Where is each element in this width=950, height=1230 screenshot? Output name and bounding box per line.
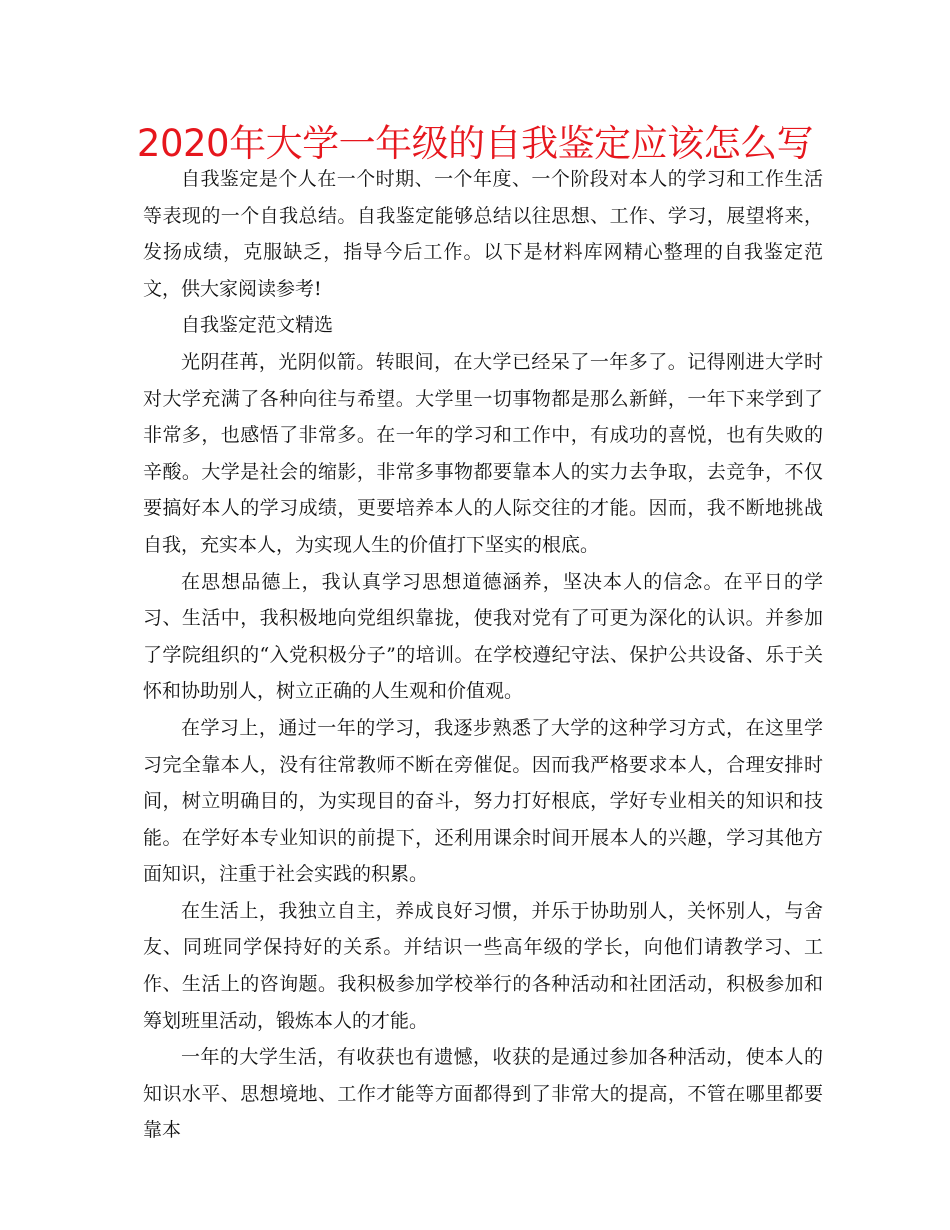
paragraph-ideology: 在思想品德上，我认真学习思想道德涵养，坚决本人的信念。在平日的学习、生活中，我积极地向党组织靠拢，使我对党有了可更为深化的认识。并参加了学院组织的“入党积极分子”的培训。在学校遵纪守法、保护公共设备、乐于关怀和协助别人，树立正确的人生观和价值观。 <box>143 570 823 703</box>
paragraph-section-heading: 自我鉴定范文精选 <box>181 314 334 337</box>
paragraph-study: 在学习上，通过一年的学习，我逐步熟悉了大学的这种学习方式，在这里学习完全靠本人，没有往常教师不断在旁催促。因而我严格要求本人，合理安排时间，树立明确目的，为实现目的奋斗，努力打好根底，学好专业相关的知识和技能。在学好本专业知识的前提下，还利用课余时间开展本人的兴趣，学习其他方面知识，注重于社会实践的积累。 <box>143 716 823 886</box>
paragraph-intro: 自我鉴定是个人在一个时期、一个年度、一个阶段对本人的学习和工作生活等表现的一个自我总结。自我鉴定能够总结以往思想、工作、学习，展望将来，发扬成绩，克服缺乏，指导今后工作。以下是材料库网精心整理的自我鉴定范文，供大家阅读参考! <box>143 168 823 300</box>
paragraph-life: 在生活上，我独立自主，养成良好习惯，并乐于协助别人，关怀别人，与舍友、同班同学保持好的关系。并结识一些高年级的学长，向他们请教学习、工作、生活上的咨询题。我积极参加学校举行的各种活动和社团活动，积极参加和筹划班里活动，锻炼本人的才能。 <box>143 899 823 1032</box>
paragraph-summary: 一年的大学生活，有收获也有遗憾，收获的是通过参加各种活动，使本人的知识水平、思想境地、工作才能等方面都得到了非常大的提高，不管在哪里都要靠本 <box>143 1046 823 1142</box>
document-body <box>143 161 823 1149</box>
paragraph-overview: 光阴荏苒，光阴似箭。转眼间，在大学已经呆了一年多了。记得刚进大学时对大学充满了各种向往与希望。大学里一切事物都是那么新鲜，一年下来学到了非常多，也感悟了非常多。在一年的学习和工作中，有成功的喜悦，也有失败的辛酸。大学是社会的缩影，非常多事物都要靠本人的实力去争取，去竞争，不仅要搞好本人的学习成绩，更要培养本人的人际交往的才能。因而，我不断地挑战自我，充实本人，为实现人生的价值打下坚实的根底。 <box>143 350 823 556</box>
document-title: 2020年大学一年级的自我鉴定应该怎么写 <box>136 122 814 165</box>
